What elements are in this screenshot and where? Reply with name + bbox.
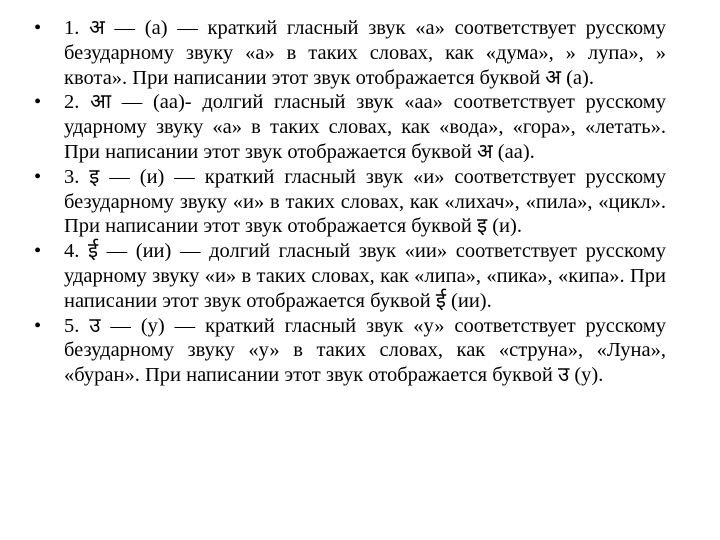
list-item xyxy=(34,239,666,313)
bullet-icon: • xyxy=(34,314,42,337)
item-text: 3. इ — (и) — краткий гласный звук «и» соответствует русскому безударному звуку «и» в таких словах, как «лихач», «пила», «цикл». При написании этот звук отображается буквой इ (и). xyxy=(64,165,666,238)
bullet-icon: • xyxy=(34,91,42,114)
bullet-icon: • xyxy=(34,240,42,263)
bullet-icon: • xyxy=(34,165,42,188)
item-text: 1. अ — (а) — краткий гласный звук «а» соответствует русскому безударному звуку «а» в таких словах, как «дума», » лупа», » квота». При написании этот звук отображается буквой अ (а). xyxy=(64,17,666,89)
vowel-list xyxy=(34,16,666,388)
list-item xyxy=(34,90,666,164)
list-item xyxy=(34,314,666,388)
item-text: 4. ई — (ии) — долгий гласный звук «ии» соответствует русскому ударному звуку «и» в таких словах, как «липа», «пика», «кипа». При написании этот звук отображается буквой ई (ии). xyxy=(64,240,666,312)
bullet-icon: • xyxy=(34,17,42,39)
item-text: 5. उ — (у) — краткий гласный звук «у» соответствует русскому безударному звуку «у» в таких словах, как «струна», «Луна», «буран». При написании этот звук отображается буквой उ (у). xyxy=(64,314,666,387)
list-item xyxy=(34,16,666,90)
list-item xyxy=(34,165,666,239)
item-text: 2. आ — (аа)- долгий гласный звук «аа» соответствует русскому ударному звуку «а» в таких словах, как «вода», «гора», «летать». При написании этот звук отображается буквой अ (аа). xyxy=(64,91,666,163)
